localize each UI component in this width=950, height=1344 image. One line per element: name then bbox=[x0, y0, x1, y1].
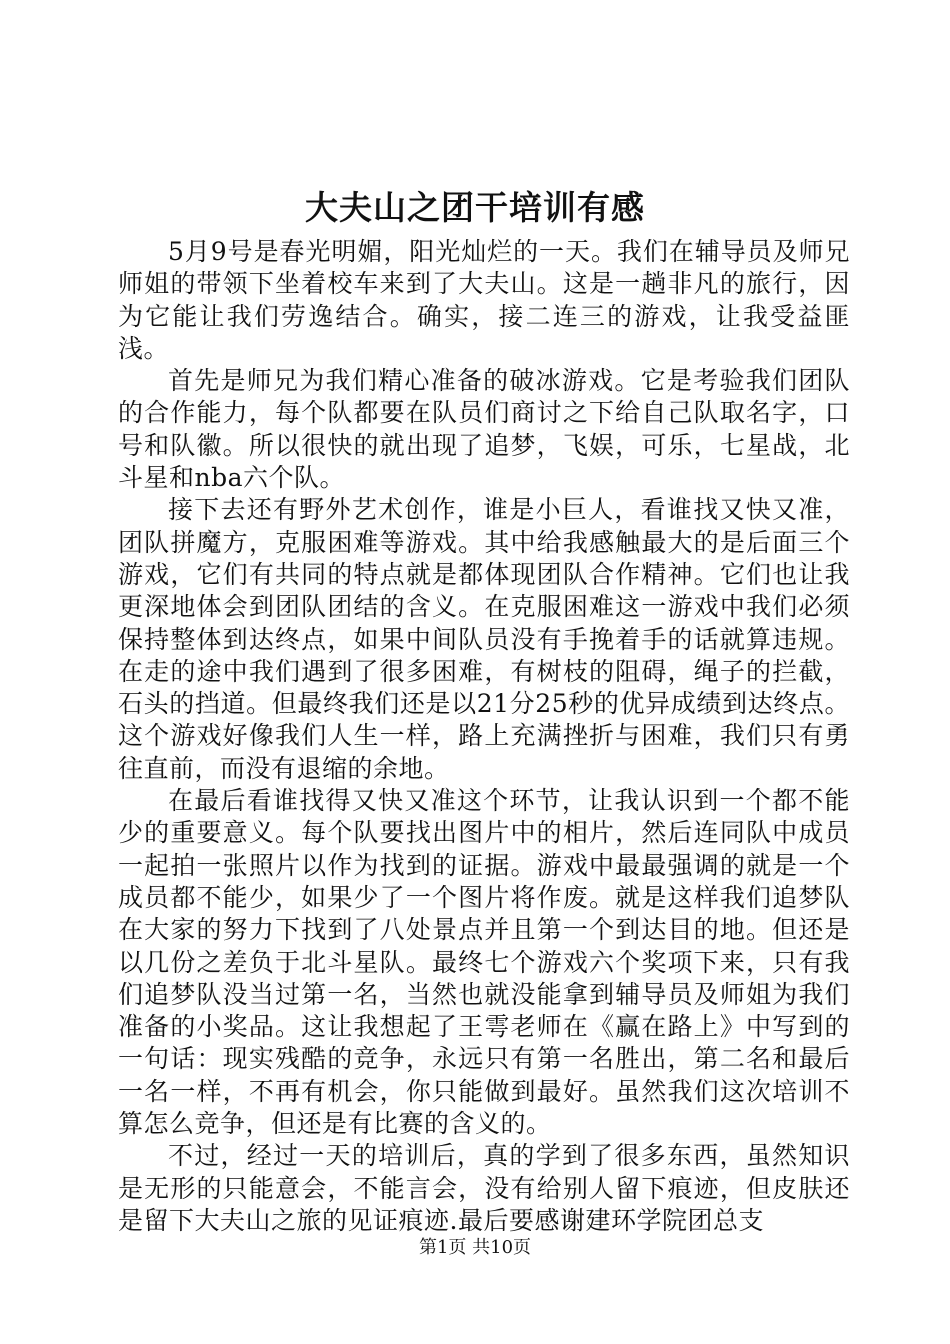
paragraph-3: 接下去还有野外艺术创作，谁是小巨人，看谁找又快又准，团队拼魔方，克服困难等游戏。其中给我感触最大的是后面三个游戏，它们有共同的特点就是都体现团队合作精神。它们也让我更深地体会到团队团结的含义。在克服困难这一游戏中我们必须保持整体到达终点，如果中间队员没有手挽着手的话就算违规。在走的途中我们遇到了很多困难，有树枝的阻碍，绳子的拦截，石头的挡道。但最终我们还是以21分25秒的优异成绩到达终点。这个游戏好像我们人生一样，路上充满挫折与困难，我们只有勇往直前，而没有退缩的余地。 bbox=[118, 495, 850, 783]
document-body bbox=[118, 236, 850, 1237]
paragraph-4: 在最后看谁找得又快又准这个环节，让我认识到一个都不能少的重要意义。每个队要找出图片中的相片，然后连同队中成员一起拍一张照片以作为找到的证据。游戏中最最强调的就是一个成员都不能少，如果少了一个图片将作废。就是这样我们追梦队在大家的努力下找到了八处景点并且第一个到达目的地。但还是以几份之差负于北斗星队。最终七个游戏六个奖项下来，只有我们追梦队没当过第一名，当然也就没能拿到辅导员及师姐为我们准备的小奖品。这让我想起了王雩老师在《赢在路上》中写到的一句话：现实残酷的竞争，永远只有第一名胜出，第二名和最后一名一样，不再有机会，你只能做到最好。虽然我们这次培训不算怎么竞争，但还是有比赛的含义的。 bbox=[118, 786, 850, 1139]
paragraph-2: 首先是师兄为我们精心准备的破冰游戏。它是考验我们团队的合作能力，每个队都要在队员们商讨之下给自己队取名字，口号和队徽。所以很快的就出现了追梦，飞娱，可乐，七星战，北斗星和nba六个队。 bbox=[118, 366, 850, 493]
document-title: 大夫山之团干培训有感 bbox=[305, 188, 645, 227]
page-footer: 第1页 共10页 bbox=[418, 1237, 532, 1258]
paragraph-1: 5月9号是春光明媚，阳光灿烂的一天。我们在辅导员及师兄师姐的带领下坐着校车来到了大夫山。这是一趟非凡的旅行，因为它能让我们劳逸结合。确实，接二连三的游戏，让我受益匪浅。 bbox=[118, 237, 850, 363]
paragraph-5: 不过，经过一天的培训后，真的学到了很多东西，虽然知识是无形的只能意会，不能言会，没有给别人留下痕迹，但皮肤还是留下大夫山之旅的见证痕迹.最后要感谢建环学院团总支 bbox=[118, 1141, 850, 1235]
